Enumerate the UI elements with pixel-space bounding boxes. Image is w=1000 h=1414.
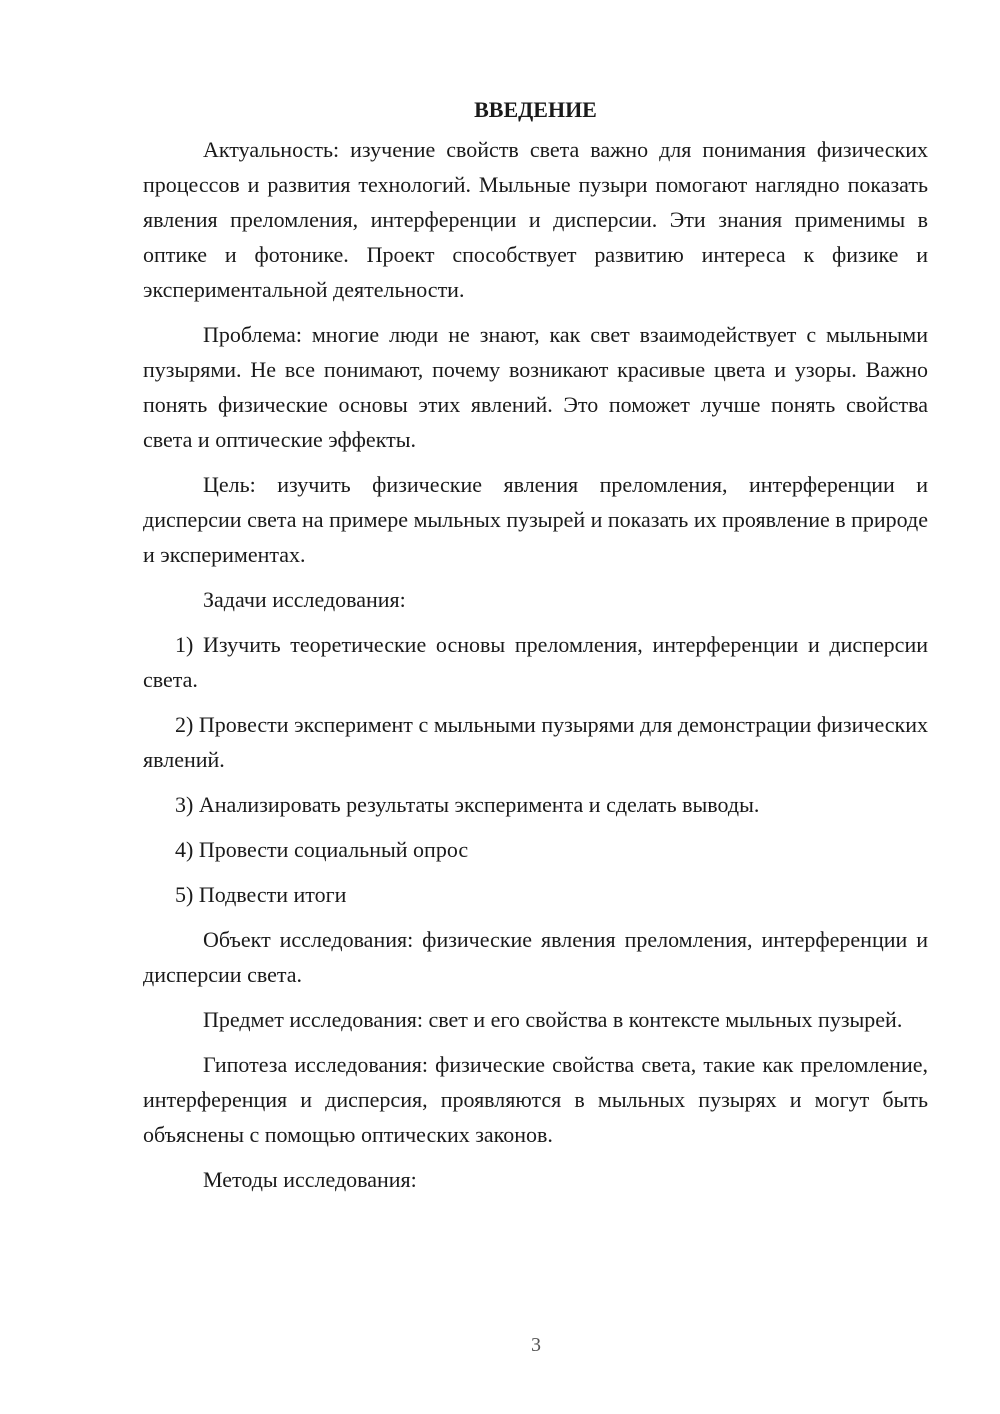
page-title: ВВЕДЕНИЕ	[474, 97, 597, 122]
object-paragraph: Объект исследования: физические явления преломления, интерференции и дисперсии света.	[143, 927, 928, 987]
goal-paragraph: Цель: изучить физические явления преломления, интерференции и дисперсии света на примере мыльных пузырей и показать их проявление в природе и экспериментах.	[143, 472, 928, 567]
task-item: 3) Анализировать результаты эксперимента и сделать выводы.	[175, 792, 760, 817]
task-item: 5) Подвести итоги	[175, 882, 347, 907]
methods-heading: Методы исследования:	[203, 1167, 417, 1192]
page-body	[143, 92, 928, 1207]
subject-paragraph: Предмет исследования: свет и его свойства в контексте мыльных пузырей.	[203, 1007, 903, 1032]
page-number: 3	[531, 1334, 541, 1356]
task-item: 1) Изучить теоретические основы преломления, интерференции и дисперсии света.	[143, 632, 928, 692]
task-item: 4) Провести социальный опрос	[175, 837, 469, 862]
task-item: 2) Провести эксперимент с мыльными пузырями для демонстрации физических явлений.	[143, 712, 928, 772]
relevance-paragraph: Актуальность: изучение свойств света важно для понимания физических процессов и развития технологий. Мыльные пузыри помогают наглядно показать явления преломления, интерференции и дисперсии. Эти знания применимы в оптике и фотонике. Проект способствует развитию интереса к физике и экспериментальной деятельности.	[143, 137, 928, 302]
tasks-heading: Задачи исследования:	[203, 587, 406, 612]
problem-paragraph: Проблема: многие люди не знают, как свет взаимодействует с мыльными пузырями. Не все понимают, почему возникают красивые цвета и узоры. Важно понять физические основы этих явлений. Это поможет лучше понять свойства света и оптические эффекты.	[143, 322, 928, 452]
hypothesis-paragraph: Гипотеза исследования: физические свойства света, такие как преломление, интерференция и дисперсия, проявляются в мыльных пузырях и могут быть объяснены с помощью оптических законов.	[143, 1052, 928, 1147]
